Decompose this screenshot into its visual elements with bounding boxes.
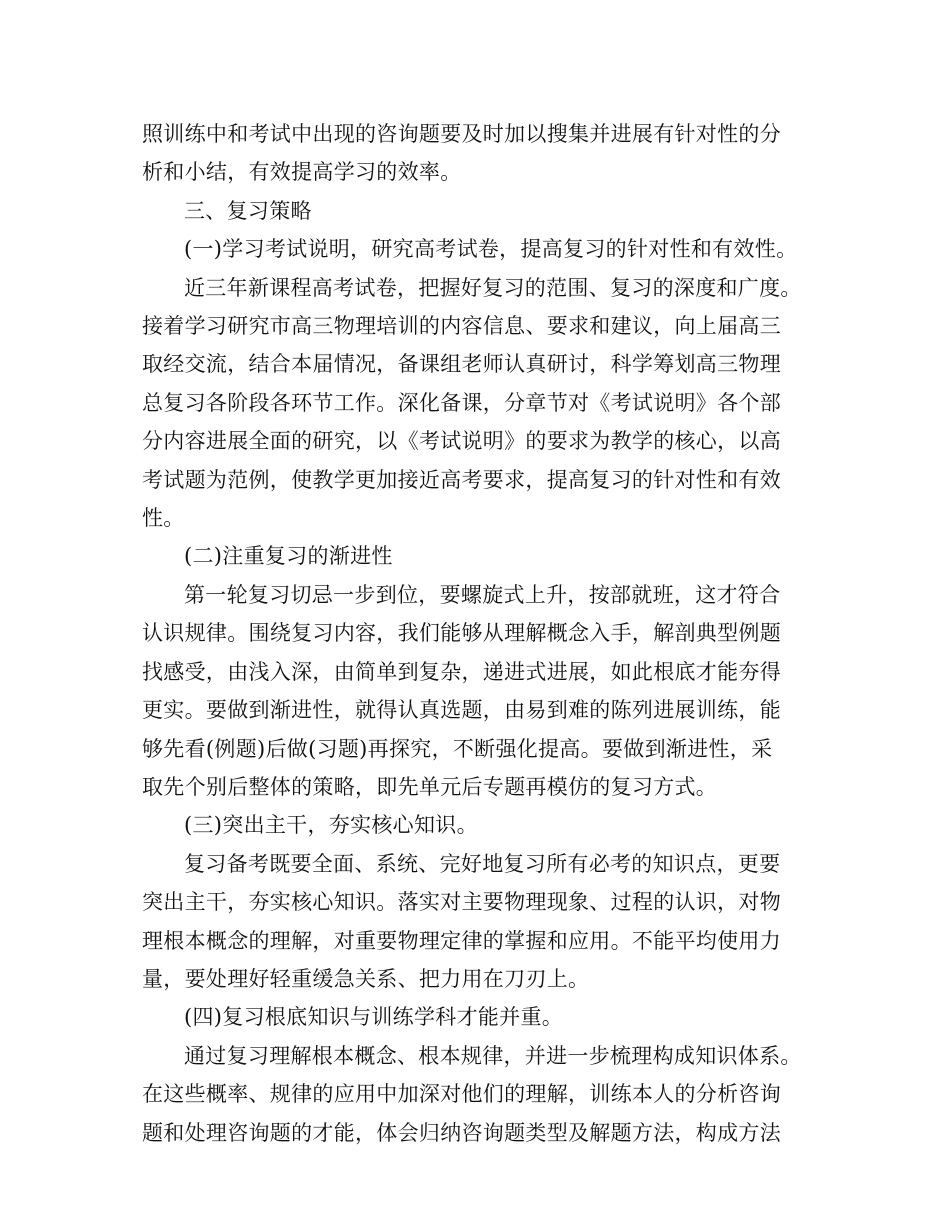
- text-line: 认识规律。围绕复习内容，我们能够从理解概念入手，解剖典型例题: [142, 621, 781, 646]
- subsection-heading: (二)注重复习的渐进性: [184, 544, 393, 569]
- subsection-heading: (一)学习考试说明，研究高考试卷，提高复习的针对性和有效性。: [184, 237, 798, 262]
- text-line: 考试题为范例，使教学更加接近高考要求，提高复习的针对性和有效: [142, 467, 781, 492]
- text-line: 接着学习研究市高三物理培训的内容信息、要求和建议，向上届高三: [142, 314, 781, 339]
- text-line: 在这些概率、规律的应用中加深对他们的理解，训练本人的分析咨询: [142, 1082, 781, 1107]
- text-line: 性。: [142, 506, 185, 531]
- subsection-heading: (四)复习根底知识与训练学科才能并重。: [184, 1005, 564, 1030]
- text-line: 更实。要做到渐进性，就得认真选题，由易到难的陈列进展训练，能: [142, 698, 781, 723]
- text-line: 量，要处理好轻重缓急关系、把力用在刀刃上。: [142, 966, 590, 991]
- text-line: 复习备考既要全面、系统、完好地复习所有必考的知识点，更要: [184, 851, 781, 876]
- text-line: 第一轮复习切忌一步到位，要螺旋式上升，按部就班，这才符合: [184, 582, 781, 607]
- subsection-heading: (三)突出主干，夯实核心知识。: [184, 813, 478, 838]
- text-line: 分内容进展全面的研究，以《考试说明》的要求为教学的核心，以高: [142, 429, 781, 454]
- text-line: 够先看(例题)后做(习题)再探究，不断强化提高。要做到渐进性，采: [142, 736, 773, 761]
- section-heading: 三、复习策略: [184, 198, 312, 223]
- text-line: 照训练中和考试中出现的咨询题要及时加以搜集并进展有针对性的分: [142, 122, 781, 146]
- text-line: 理根本概念的理解，对重要物理定律的掌握和应用。不能平均使用力: [142, 928, 781, 953]
- text-line: 突出主干，夯实核心知识。落实对主要物理现象、过程的认识，对物: [142, 890, 781, 915]
- text-line: 通过复习理解根本概念、根本规律，并进一步梳理构成知识体系。: [184, 1043, 802, 1068]
- text-line: 近三年新课程高考试卷，把握好复习的范围、复习的深度和广度。: [184, 275, 802, 300]
- text-line: 总复习各阶段各环节工作。深化备课，分章节对《考试说明》各个部: [142, 390, 781, 415]
- text-line: 取经交流，结合本届情况，备课组老师认真研讨，科学筹划高三物理: [142, 352, 781, 377]
- body-text: [142, 115, 832, 1152]
- text-line: 题和处理咨询题的才能，体会归纳咨询题类型及解题方法，构成方法: [142, 1120, 781, 1145]
- text-line: 取先个别后整体的策略，即先单元后专题再模仿的复习方式。: [142, 774, 718, 799]
- text-line: 找感受，由浅入深，由简单到复杂，递进式进展，如此根底才能夯得: [142, 659, 781, 684]
- text-line: 析和小结，有效提高学习的效率。: [142, 160, 462, 185]
